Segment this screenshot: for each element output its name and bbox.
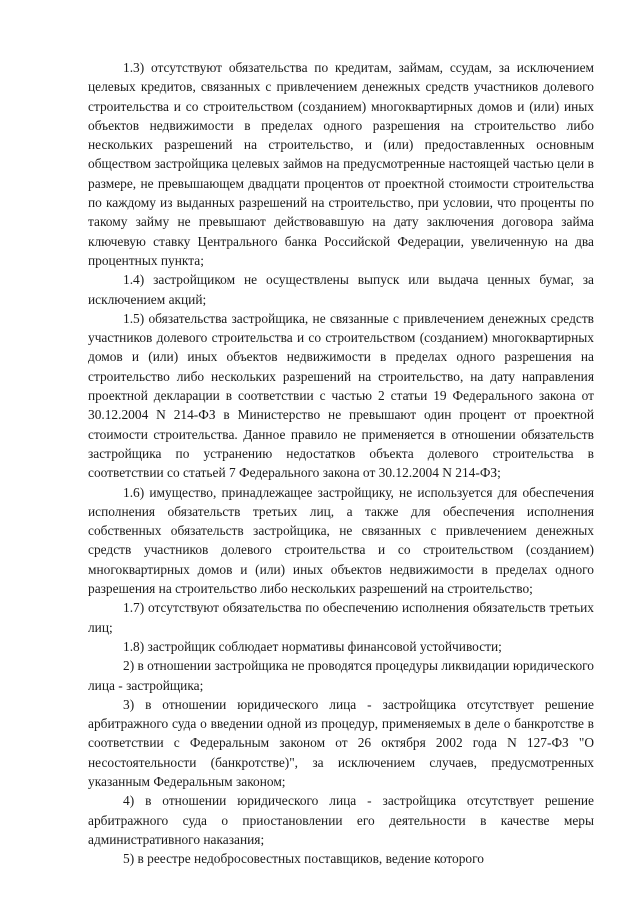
paragraph-1-3: 1.3) отсутствуют обязательства по кредитам, займам, ссудам, за исключением целевых кредитов, связанных с привлечением денежных средств участников долевого строительства и со строительством (созданием) многоквартирных домов и (или) иных объектов недвижимости в пределах одного разрешения на строительство либо нескольких разрешений на строительство, и (или) предоставленных основным обществом застройщика целевых займов на предусмотренные настоящей частью цели в размере, не превышающем двадцати процентов от проектной стоимости строительства по каждому из выданных разрешений на строительство, при условии, что проценты по такому займу не превышают действовавшую на дату заключения договора займа ключевую ставку Центрального банка Российской Федерации, увеличенную на два процентных пункта; xyxy=(88,60,594,268)
paragraph-5: 5) в реестре недобросовестных поставщиков, ведение которого xyxy=(123,851,484,867)
paragraph-1-7: 1.7) отсутствуют обязательства по обеспечению исполнения обязательств третьих лиц; xyxy=(88,600,594,635)
paragraph-1-4: 1.4) застройщиком не осуществлены выпуск или выдача ценных бумаг, за исключением акций; xyxy=(88,272,594,307)
paragraph-4: 4) в отношении юридического лица - застройщика отсутствует решение арбитражного суда о приостановлении его деятельности в качестве меры административного наказания; xyxy=(88,793,594,847)
paragraph-3: 3) в отношении юридического лица - застройщика отсутствует решение арбитражного суда о введении одной из процедур, применяемых в деле о банкротстве в соответствии с Федеральным законом от 26 октября 2002 года N 127-ФЗ "О несостоятельности (банкротстве)", за исключением случаев, предусмотренных указанным Федеральным законом; xyxy=(88,696,594,789)
paragraph-1-5: 1.5) обязательства застройщика, не связанные с привлечением денежных средств участников долевого строительства и со строительством (созданием) многоквартирных домов и (или) иных объектов недвижимости в пределах одного разрешения на строительство либо нескольких разрешений на строительство, на дату направления проектной декларации в соответствии с частью 2 статьи 19 Федерального закона от 30.12.2004 N 214-ФЗ в Министерство не превышают один процент от проектной стоимости строительства. Данное правило не применяется в отношении обязательств застройщика по устранению недостатков объекта долевого строительства в соответствии со статьей 7 Федерального закона от 30.12.2004 N 214-ФЗ; xyxy=(88,310,594,481)
paragraph-1-8: 1.8) застройщик соблюдает нормативы финансовой устойчивости; xyxy=(123,638,502,654)
paragraph-1-6: 1.6) имущество, принадлежащее застройщику, не используется для обеспечения исполнения обязательств третьих лиц, а также для обеспечения исполнения собственных обязательств застройщика, не связанных с привлечением денежных средств участников долевого строительства и со строительством (созданием) многоквартирных домов и (или) иных объектов недвижимости в пределах одного разрешения на строительство либо нескольких разрешений на строительство; xyxy=(88,484,594,597)
paragraph-2: 2) в отношении застройщика не проводятся процедуры ликвидации юридического лица - застройщика; xyxy=(88,658,594,693)
document-page xyxy=(88,58,594,868)
